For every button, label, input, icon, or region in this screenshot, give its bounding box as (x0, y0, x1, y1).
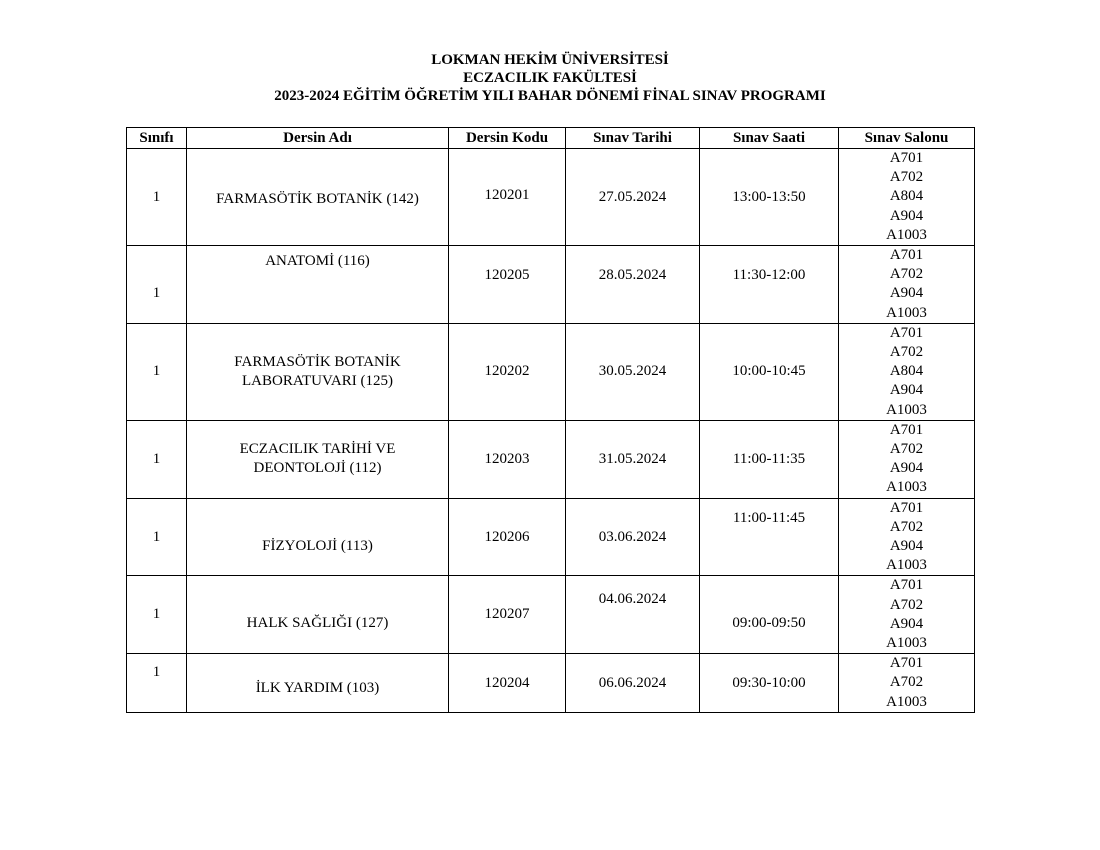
cell-ders-adi: HALK SAĞLIĞI (127) (187, 576, 449, 654)
cell-sinif: 1 (127, 323, 187, 420)
cell-sinav-tarihi: 30.05.2024 (566, 323, 700, 420)
column-header-ders-adi: Dersin Adı (187, 128, 449, 149)
salon-item: A904 (889, 538, 924, 555)
cell-ders-adi: ANATOMİ (116) (187, 246, 449, 324)
salon-item: A1003 (886, 557, 927, 574)
ders-adi-line: DEONTOLOJİ (112) (253, 460, 382, 477)
ders-adi-line: ECZACILIK TARİHİ VE (239, 441, 396, 458)
table-row (127, 654, 975, 713)
cell-sinav-saati: 09:30-10:00 (700, 654, 839, 713)
column-header-sinif: Sınıfı (127, 128, 187, 149)
salon-item: A904 (889, 460, 924, 477)
cell-sinav-salonu (839, 576, 975, 654)
cell-sinav-tarihi: 06.06.2024 (566, 654, 700, 713)
salon-item: A904 (889, 207, 924, 224)
cell-sinav-salonu (839, 420, 975, 498)
salon-item: A701 (889, 324, 924, 341)
salon-item: A701 (889, 499, 924, 516)
cell-ders-kodu: 120207 (449, 576, 566, 654)
salon-item: A1003 (886, 401, 927, 418)
cell-sinav-salonu (839, 654, 975, 713)
salon-item: A702 (889, 441, 924, 458)
column-header-sinav-saati: Sınav Saati (700, 128, 839, 149)
salon-item: A904 (889, 382, 924, 399)
table-row (127, 149, 975, 246)
table-row (127, 498, 975, 576)
salon-item: A702 (889, 596, 924, 613)
cell-sinav-salonu (839, 498, 975, 576)
table-row (127, 323, 975, 420)
cell-sinif: 1 (127, 246, 187, 324)
salon-item: A701 (889, 421, 924, 438)
salon-item: A1003 (886, 635, 927, 652)
cell-ders-adi (187, 420, 449, 498)
faculty-name: ECZACILIK FAKÜLTESİ (463, 70, 637, 86)
cell-ders-adi: FİZYOLOJİ (113) (187, 498, 449, 576)
cell-ders-kodu: 120204 (449, 654, 566, 713)
cell-sinav-saati: 11:30-12:00 (700, 246, 839, 324)
cell-ders-adi (187, 323, 449, 420)
cell-sinav-salonu (839, 246, 975, 324)
document-title: 2023-2024 EĞİTİM ÖĞRETİM YILI BAHAR DÖNEMİ FİNAL SINAV PROGRAMI (274, 88, 826, 104)
cell-sinav-saati: 11:00-11:45 (700, 498, 839, 576)
column-header-sinav-tarihi: Sınav Tarihi (566, 128, 700, 149)
salon-item: A702 (889, 344, 924, 361)
salon-item: A1003 (886, 479, 927, 496)
salon-item: A904 (889, 615, 924, 632)
cell-sinav-tarihi: 27.05.2024 (566, 149, 700, 246)
table-row (127, 576, 975, 654)
cell-sinav-saati: 13:00-13:50 (700, 149, 839, 246)
university-name: LOKMAN HEKİM ÜNİVERSİTESİ (431, 52, 669, 68)
cell-sinav-tarihi: 03.06.2024 (566, 498, 700, 576)
cell-sinav-tarihi: 31.05.2024 (566, 420, 700, 498)
salon-item: A702 (889, 266, 924, 283)
cell-ders-kodu: 120202 (449, 323, 566, 420)
document-header (0, 51, 1100, 105)
cell-ders-kodu: 120201 (449, 149, 566, 246)
salon-item: A904 (889, 285, 924, 302)
cell-sinav-tarihi: 04.06.2024 (566, 576, 700, 654)
salon-item: A804 (889, 188, 924, 205)
salon-item: A1003 (886, 693, 927, 710)
cell-ders-adi: İLK YARDIM (103) (187, 654, 449, 713)
cell-ders-kodu: 120203 (449, 420, 566, 498)
column-header-ders-kodu: Dersin Kodu (449, 128, 566, 149)
cell-sinif: 1 (127, 420, 187, 498)
salon-item: A1003 (886, 304, 927, 321)
cell-sinav-saati: 10:00-10:45 (700, 323, 839, 420)
salon-item: A701 (889, 150, 924, 166)
table-header-row (127, 128, 975, 149)
salon-item: A702 (889, 518, 924, 535)
cell-sinav-saati: 11:00-11:35 (700, 420, 839, 498)
salon-item: A702 (889, 169, 924, 186)
ders-adi-line: LABORATUVARI (125) (242, 372, 393, 389)
salon-item: A701 (889, 577, 924, 594)
cell-sinif: 1 (127, 576, 187, 654)
exam-schedule-table (126, 127, 975, 713)
salon-item: A701 (889, 655, 924, 672)
cell-ders-kodu: 120205 (449, 246, 566, 324)
salon-item: A804 (889, 363, 924, 380)
cell-ders-kodu: 120206 (449, 498, 566, 576)
table-row (127, 420, 975, 498)
cell-sinif: 1 (127, 498, 187, 576)
salon-item: A701 (889, 247, 924, 264)
ders-adi-line: FARMASÖTİK BOTANİK (234, 353, 401, 370)
cell-sinav-saati: 09:00-09:50 (700, 576, 839, 654)
cell-ders-adi: FARMASÖTİK BOTANİK (142) (187, 149, 449, 246)
cell-sinav-salonu (839, 323, 975, 420)
cell-sinav-salonu (839, 149, 975, 246)
cell-sinav-tarihi: 28.05.2024 (566, 246, 700, 324)
salon-item: A1003 (886, 226, 927, 243)
salon-item: A702 (889, 674, 924, 691)
cell-sinif: 1 (127, 654, 187, 713)
table-row (127, 246, 975, 324)
column-header-sinav-salonu: Sınav Salonu (839, 128, 975, 149)
cell-sinif: 1 (127, 149, 187, 246)
